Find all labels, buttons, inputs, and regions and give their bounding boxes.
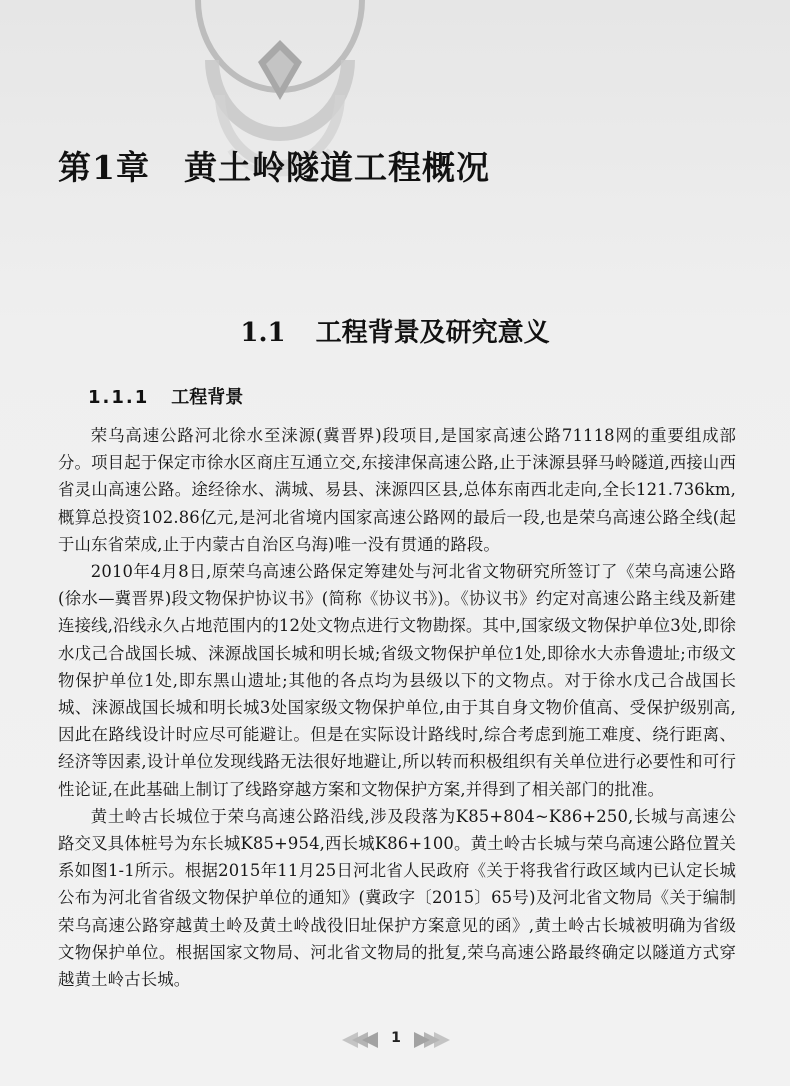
chapter-title-text: 黄土岭隧道工程概况 (183, 148, 490, 187)
chapter-number: 第1章 (58, 148, 150, 187)
section-heading (0, 312, 790, 349)
page-number: 1 (391, 1030, 401, 1046)
subsection-heading (88, 383, 243, 409)
paragraph-3: 黄土岭古长城位于荣乌高速公路沿线,涉及段落为K85+804~K86+250,长城与高速公路交叉具体桩号为东长城K85+954,西长城K86+100。黄土岭古长城与荣乌高速公路位置关系如图1-1所示。根据2015年11月25日河北省人民政府《关于将我省行政区域内已认定长城公布为河北省省级文物保护单位的通知》(冀政字〔2015〕65号)及河北省文物局《关于编制荣乌高速公路穿越黄土岭及黄土岭战役旧址保护方案意见的函》,黄土岭古长城被明确为省级文物保护单位。根据国家文物局、河北省文物局的批复,荣乌高速公路最终确定以隧道方式穿越黄土岭古长城。 (58, 806, 736, 990)
subsection-title-text: 工程背景 (171, 387, 244, 408)
section-title-text: 工程背景及研究意义 (315, 318, 550, 348)
page-footer (338, 1028, 454, 1052)
section-number: 1.1 (240, 318, 286, 348)
paragraph-2: 2010年4月8日,原荣乌高速公路保定筹建处与河北省文物研究所签订了《荣乌高速公路(徐水—冀晋界)段文物保护协议书》(简称《协议书》)。《协议书》约定对高速公路主线及新建连接线,沿线永久占地范围内的12处文物点进行文物勘探。其中,国家级文物保护单位3处,即徐水戊己合战国长城、涞源战国长城和明长城;省级文物保护单位1处,即徐水大赤鲁遗址;市级文物保护单位1处,即东黑山遗址;其他的各点均为县级以下的文物点。对于徐水戊己合战国长城、涞源战国长城和明长城3处国家级文物保护单位,由于其自身文物价值高、受保护级别高,因此在路线设计时应尽可能避让。但是在实际设计路线时,综合考虑到施工难度、绕行距离、经济等因素,设计单位发现线路无法很好地避让,所以转而积极组织有关单位进行必要性和可行性论证,在此基础上制订了线路穿越方案和文物保护方案,并得到了相关部门的批准。 (58, 562, 736, 799)
subsection-number: 1.1.1 (88, 387, 150, 408)
body-text (58, 422, 736, 993)
chapter-heading (58, 142, 490, 189)
paragraph-1: 荣乌高速公路河北徐水至涞源(冀晋界)段项目,是国家高速公路71118网的重要组成部分。项目起于保定市徐水区商庄互通立交,东接津保高速公路,止于涞源县驿马岭隧道,西接山西省灵山高速公路。途经徐水、满城、易县、涞源四区县,总体东南西北走向,全长121.736km,概算总投资102.86亿元,是河北省境内国家高速公路网的最后一段,也是荣乌高速公路全线(起于山东省荣成,止于内蒙古自治区乌海)唯一没有贯通的路段。 (58, 426, 736, 554)
